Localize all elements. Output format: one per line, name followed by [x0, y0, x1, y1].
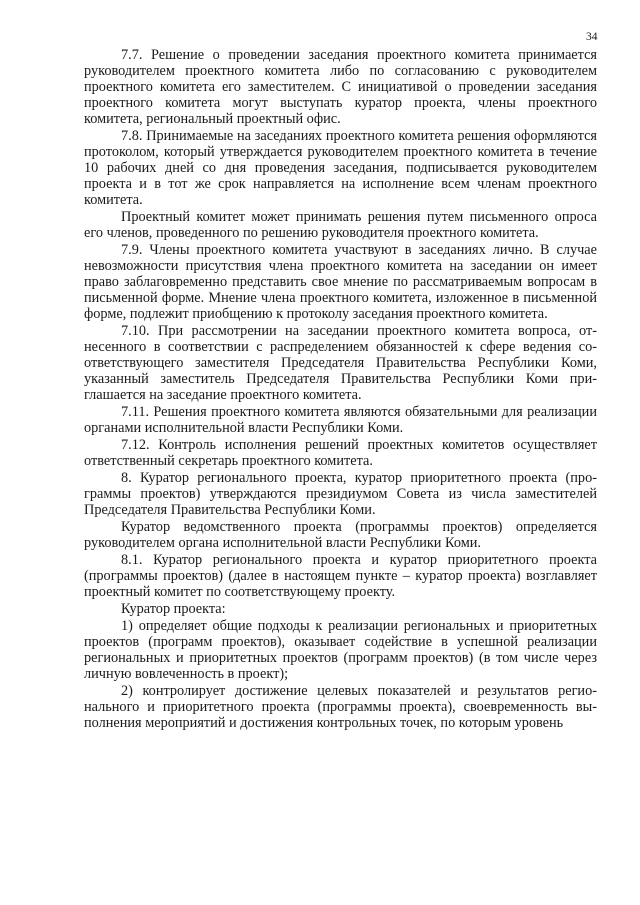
paragraph-curator-heading: Куратор проекта:	[121, 601, 226, 617]
paragraph-7-10: 7.10. При рассмотрении на заседании проектного комитета вопроса, отнесенного в соответствии с распределением обязанностей к сфере ведения соответствующего заместителя Председателя Правительства Республики Коми, указанный заместитель Председателя Правительства Республики Коми приглашается на заседание проектного комитета.	[84, 323, 597, 403]
paragraph-item-1: 1) определяет общие подходы к реализации региональных и приоритетных проектов (программ проектов), оказывает содействие в успешной реализации региональных и приоритетных проектов (программ проектов) (в том числе через личную вовлеченность в проект);	[84, 618, 597, 682]
page-number: 34	[586, 31, 598, 43]
paragraph-7-9: 7.9. Члены проектного комитета участвуют в заседаниях лично. В случае невозможности присутствия члена проектного комитета на заседании он имеет право заблаговременно представить свое мнение по рассматриваемым вопросам в письменной форме. Мнение члена проектного комитета, изложенное в письменной форме, подлежит приобщению к протоколу заседания проектного комитета.	[84, 242, 597, 322]
paragraph-8-1: 8.1. Куратор регионального проекта и куратор приоритетного проекта (программы проектов) (далее в настоящем пункте – куратор проекта) возглавляет проектный комитет по соответствующему проекту.	[84, 552, 597, 600]
paragraph-departmental-curator: Куратор ведомственного проекта (программы проектов) определяется руководителем органа исполнительной власти Республики Коми.	[84, 519, 597, 551]
paragraph-item-2: 2) контролирует достижение целевых показателей и результатов регионального и приоритетного проекта (программы проекта), своевременность выполнения мероприятий и достижения контрольных точек, по которым уровень	[84, 683, 597, 731]
paragraph-written-poll: Проектный комитет может принимать решения путем письменного опроса его членов, проведенного по решению руководителя проектного комитета.	[84, 209, 597, 241]
paragraph-8: 8. Куратор регионального проекта, куратор приоритетного проекта (программы проектов) утверждаются президиумом Совета из числа заместителей Председателя Правительства Республики Коми.	[84, 470, 597, 518]
paragraph-7-7: 7.7. Решение о проведении заседания проектного комитета принимается руководителем проектного комитета либо по согласованию с руководителем проектного комитета его заместителем. С инициативой о проведении заседания проектного комитета могут выступать куратор проекта, члены проектного комитета, региональный проектный офис.	[84, 47, 597, 127]
paragraph-7-8: 7.8. Принимаемые на заседаниях проектного комитета решения оформляются протоколом, который утверждается руководителем проектного комитета в течение 10 рабочих дней со дня проведения заседания, подписывается руководителем проекта и в тот же срок направляется на исполнение всем членам проектного комитета.	[84, 128, 597, 208]
paragraph-7-12: 7.12. Контроль исполнения решений проектных комитетов осуществляет ответственный секретарь проектного комитета.	[84, 437, 597, 469]
paragraph-7-11: 7.11. Решения проектного комитета являются обязательными для реализации органами исполнительной власти Республики Коми.	[84, 404, 597, 436]
document-body	[84, 47, 597, 732]
